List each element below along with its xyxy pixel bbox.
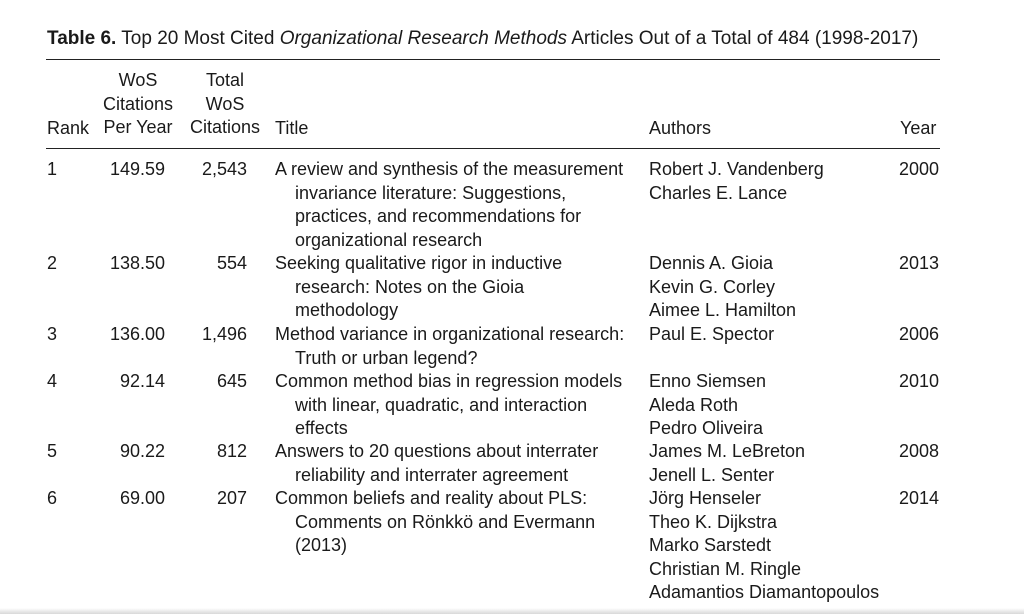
- citations-per-year-cell: 138.50: [109, 253, 165, 273]
- author-name: Robert J. Vandenberg: [649, 159, 824, 179]
- author-name: Jörg Henseler: [649, 488, 762, 508]
- author-name: Charles E. Lance: [649, 182, 788, 203]
- year-cell: 2010: [899, 371, 940, 391]
- header-year: Year: [900, 118, 937, 138]
- author-name: Aimee L. Hamilton: [649, 300, 797, 320]
- author-name: Dennis A. Gioia: [649, 253, 774, 273]
- author-name: Pedro Oliveira: [649, 418, 764, 438]
- authors-cell: [649, 440, 805, 487]
- title-cell: [275, 487, 645, 558]
- title-cell: [275, 440, 645, 487]
- title-cell: [275, 252, 645, 323]
- caption-journal: Organizational Research Methods: [279, 28, 567, 49]
- caption-text-post: Articles Out of a Total of 484 (1998-2017): [566, 28, 919, 49]
- title-cell: [275, 370, 645, 441]
- total-citations-cell: 2,543: [201, 159, 247, 179]
- table-top-rule: [46, 59, 940, 60]
- title-line: A review and synthesis of the measurement: [275, 159, 624, 179]
- year-cell: 2006: [899, 324, 940, 344]
- rank-cell: 4: [47, 371, 58, 391]
- header-wos-line-1: WoS: [118, 70, 158, 90]
- title-line: (2013): [295, 535, 348, 555]
- title-line: research: Notes on the Gioia: [295, 276, 525, 297]
- title-line: Common beliefs and reality about PLS:: [275, 488, 588, 508]
- rank-cell: 2: [47, 253, 58, 273]
- header-total-line-1: Total: [205, 70, 245, 90]
- author-name: Christian M. Ringle: [649, 558, 802, 579]
- header-total-wos: [185, 69, 265, 140]
- header-rank: Rank: [47, 118, 90, 138]
- table-caption: [47, 28, 918, 50]
- title-line: Seeking qualitative rigor in inductive: [275, 253, 563, 273]
- header-wos-line-2: Citations: [102, 93, 174, 114]
- title-line: methodology: [295, 300, 399, 320]
- total-citations-cell: 554: [216, 253, 247, 273]
- author-name: Kevin G. Corley: [649, 276, 776, 297]
- header-total-line-2: WoS: [205, 93, 245, 114]
- total-citations-cell: 645: [216, 371, 247, 391]
- caption-label: Table 6.: [47, 28, 117, 49]
- header-title: Title: [275, 118, 309, 138]
- rank-cell: 3: [47, 324, 58, 344]
- authors-cell: [649, 370, 766, 441]
- citations-per-year-cell: 136.00: [109, 324, 165, 344]
- author-name: Marko Sarstedt: [649, 535, 772, 555]
- title-line: Common method bias in regression models: [275, 371, 623, 391]
- title-line: invariance literature: Suggestions,: [295, 182, 567, 203]
- header-authors: Authors: [649, 118, 712, 138]
- header-wos-per-year: [98, 69, 178, 140]
- authors-cell: [649, 252, 796, 323]
- rank-cell: 1: [47, 159, 58, 179]
- author-name: James M. LeBreton: [649, 441, 806, 461]
- author-name: Jenell L. Senter: [649, 464, 775, 485]
- table-header-rule: [46, 148, 940, 149]
- title-line: Answers to 20 questions about interrater: [275, 441, 599, 461]
- author-name: Aleda Roth: [649, 394, 739, 415]
- year-cell: 2013: [899, 253, 940, 273]
- title-line: with linear, quadratic, and interaction: [295, 394, 588, 415]
- rank-cell: 6: [47, 488, 58, 508]
- total-citations-cell: 812: [216, 441, 247, 461]
- authors-cell: [649, 158, 824, 205]
- author-name: Paul E. Spector: [649, 324, 775, 344]
- title-line: organizational research: [295, 229, 483, 250]
- title-line: practices, and recommendations for: [295, 206, 582, 226]
- year-cell: 2000: [899, 159, 940, 179]
- author-name: Theo K. Dijkstra: [649, 511, 778, 532]
- author-name: Enno Siemsen: [649, 371, 767, 391]
- header-total-line-3: Citations: [189, 117, 261, 137]
- rank-cell: 5: [47, 441, 58, 461]
- authors-cell: [649, 487, 879, 605]
- citations-per-year-cell: 69.00: [119, 488, 165, 508]
- title-line: reliability and interrater agreement: [295, 464, 569, 485]
- caption-text-pre: Top 20 Most Cited: [116, 28, 280, 49]
- citations-per-year-cell: 149.59: [109, 159, 165, 179]
- title-line: effects: [295, 418, 348, 438]
- citations-per-year-cell: 92.14: [119, 371, 165, 391]
- total-citations-cell: 207: [216, 488, 247, 508]
- title-cell: [275, 158, 645, 252]
- title-cell: [275, 323, 645, 370]
- citations-per-year-cell: 90.22: [119, 441, 165, 461]
- author-name: Adamantios Diamantopoulos: [649, 582, 880, 602]
- authors-cell: [649, 323, 774, 347]
- title-line: Method variance in organizational research:: [275, 324, 625, 344]
- total-citations-cell: 1,496: [201, 324, 247, 344]
- year-cell: 2008: [899, 441, 940, 461]
- page-bottom-edge: [0, 608, 1024, 614]
- header-wos-line-3: Per Year: [103, 117, 173, 137]
- title-line: Truth or urban legend?: [295, 347, 478, 368]
- year-cell: 2014: [899, 488, 940, 508]
- title-line: Comments on Rönkkö and Evermann: [295, 511, 596, 532]
